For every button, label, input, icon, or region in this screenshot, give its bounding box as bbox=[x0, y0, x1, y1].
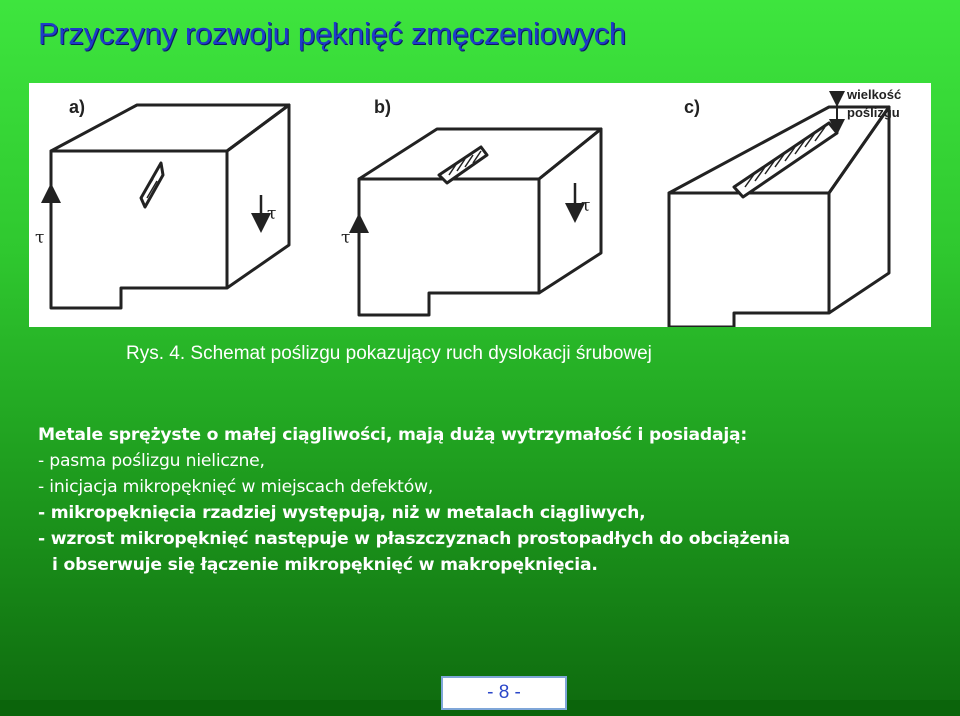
tau-a-right: τ bbox=[267, 204, 277, 224]
body-text bbox=[38, 422, 948, 578]
tau-b-right: τ bbox=[581, 196, 591, 216]
dislocation-figure bbox=[29, 83, 931, 327]
panel-c bbox=[669, 87, 901, 327]
panel-label-a: a) bbox=[69, 97, 86, 117]
body-line-3: - inicjacja mikropęknięć w miejscach defektów, bbox=[38, 477, 434, 497]
tau-b-left: τ bbox=[341, 228, 351, 248]
body-line-6: i obserwuje się łączenie mikropęknięć w makropęknięcia. bbox=[52, 555, 598, 575]
panel-label-c: c) bbox=[684, 97, 701, 117]
panel-label-b: b) bbox=[374, 97, 391, 117]
panel-b bbox=[341, 97, 601, 315]
body-line-2: - pasma poślizgu nieliczne, bbox=[38, 451, 265, 471]
slip-size-label-line1: wielkość bbox=[847, 87, 902, 102]
page-number: - 8 - bbox=[441, 676, 567, 710]
body-line-5: - wzrost mikropęknięć następuje w płaszczyznach prostopadłych do obciążenia bbox=[38, 529, 790, 549]
body-line-4: - mikropęknięcia rzadziej występują, niż w metalach ciągliwych, bbox=[38, 503, 646, 523]
tau-a-left: τ bbox=[35, 228, 45, 248]
body-line-1: Metale sprężyste o małej ciągliwości, mają dużą wytrzymałość i posiadają: bbox=[38, 425, 748, 445]
slip-size-label-line2: poślizgu bbox=[847, 105, 900, 120]
panel-a bbox=[35, 97, 289, 308]
figure-caption: Rys. 4. Schemat poślizgu pokazujący ruch dyslokacji śrubowej bbox=[126, 343, 652, 364]
slide-title: Przyczyny rozwoju pęknięć zmęczeniowych bbox=[38, 16, 626, 51]
